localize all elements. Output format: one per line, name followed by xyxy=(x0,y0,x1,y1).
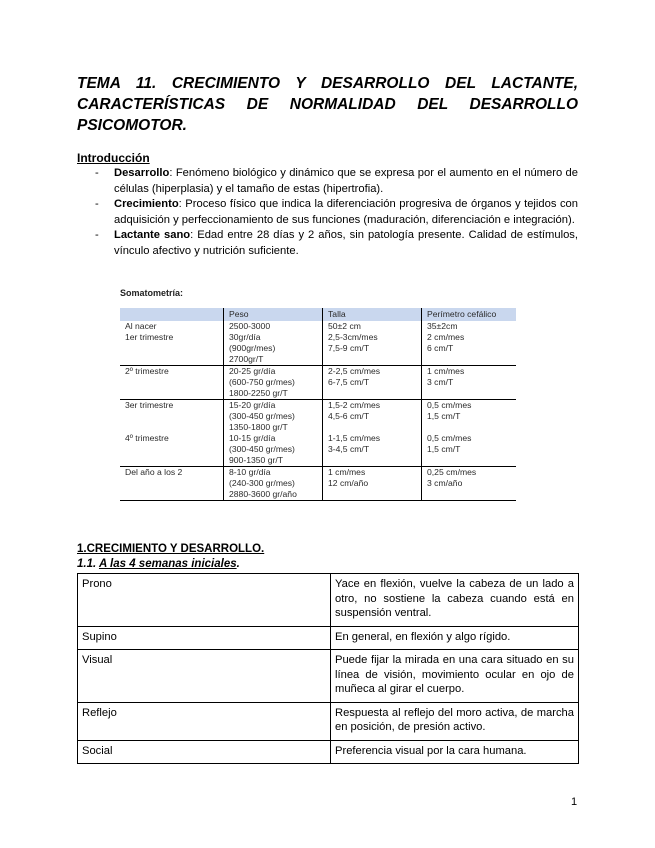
section-heading: 1.CRECIMIENTO Y DESARROLLO. xyxy=(77,543,265,555)
table-cell xyxy=(323,467,422,501)
table-cell xyxy=(224,321,323,366)
cell-line: 15-20 gr/día xyxy=(229,400,276,410)
cell-line: 2 cm/mes xyxy=(427,332,465,342)
table-cell xyxy=(224,400,323,467)
term: Desarrollo xyxy=(114,167,170,179)
cell-line: 8-10 gr/día xyxy=(229,467,271,477)
cell-line: 2700gr/T xyxy=(229,354,264,364)
subsection-number: 1.1. xyxy=(77,558,99,570)
cell-line: 1 cm/mes xyxy=(328,467,366,477)
table-cell xyxy=(422,366,517,400)
table-header-row xyxy=(120,308,516,321)
somatometria-table xyxy=(120,308,516,501)
row-value: Preferencia visual por la cara humana. xyxy=(331,740,579,764)
cell-line: 2,5-3cm/mes xyxy=(328,332,378,342)
bullet-dash: - xyxy=(95,229,99,242)
cell-line: 6-7,5 cm/T xyxy=(328,377,370,387)
intro-list xyxy=(77,166,578,260)
bullet-dash: - xyxy=(95,167,99,179)
cell-line: 20-25 gr/día xyxy=(229,366,276,376)
cell-line: 12 cm/año xyxy=(328,478,369,488)
cell-line: 1,5-2 cm/mes xyxy=(328,400,381,410)
table-cell xyxy=(120,366,224,400)
definition: : Edad entre 28 días y 2 años, sin patología presente. Calidad de estímulos, vínculo afectivo y nutrición suficiente. xyxy=(114,229,578,257)
title-line: CARACTERÍSTICAS DE NORMALIDAD DEL DESARROLLO xyxy=(77,96,578,113)
cell-line: 2880-3600 gr/año xyxy=(229,489,297,499)
column-header xyxy=(120,308,224,321)
cell-line: 1,5 cm/T xyxy=(427,444,461,454)
cell-line xyxy=(328,422,416,433)
table-cell xyxy=(422,400,517,467)
cell-line: 2-2,5 cm/mes xyxy=(328,366,381,376)
table-cell xyxy=(422,467,517,501)
cell-line: 3 cm/año xyxy=(427,478,463,488)
cell-line: Del año a los 2 xyxy=(125,467,183,477)
cell-line: 1350-1800 gr/T xyxy=(229,422,288,432)
table-cell xyxy=(323,400,422,467)
list-item xyxy=(77,228,578,259)
cell-line: 0,5 cm/mes xyxy=(427,433,472,443)
cell-line: 900-1350 gr/T xyxy=(229,455,283,465)
cell-line: 1-1,5 cm/mes xyxy=(328,433,381,443)
cell-line: 3-4,5 cm/T xyxy=(328,444,370,454)
cell-line: 0,5 cm/mes xyxy=(427,400,472,410)
cell-line: 30gr/día xyxy=(229,332,261,342)
development-table xyxy=(77,573,579,764)
cell-line: 50±2 cm xyxy=(328,321,361,331)
definition: : Proceso físico que indica la diferenciación progresiva de órganos y tejidos con adquisición y perfeccionamiento de sus funciones (maduración, diferenciación e integración). xyxy=(114,198,578,226)
cell-line: (300-450 gr/mes) xyxy=(229,444,295,454)
row-value: Yace en flexión, vuelve la cabeza de un lado a otro, no sostiene la cabeza cuando está en suspensión ventral. xyxy=(331,574,579,627)
cell-line: 1800-2250 gr/T xyxy=(229,388,288,398)
cell-line: 2º trimestre xyxy=(125,366,169,376)
cell-line: 2500-3000 xyxy=(229,321,271,331)
cell-line: (600-750 gr/mes) xyxy=(229,377,295,387)
definition: : Fenómeno biológico y dinámico que se expresa por el aumento en el número de células (hiperplasia) y el tamaño de estas (hipertrofia). xyxy=(114,167,578,195)
cell-line: 6 cm/T xyxy=(427,343,454,353)
cell-line: 4º trimestre xyxy=(125,433,169,443)
cell-line: (240-300 gr/mes) xyxy=(229,478,295,488)
table-row xyxy=(120,366,516,400)
title-line: PSICOMOTOR. xyxy=(77,117,187,134)
cell-line xyxy=(125,411,218,422)
table-cell xyxy=(120,321,224,366)
table-row xyxy=(120,321,516,366)
cell-line: 35±2cm xyxy=(427,321,458,331)
table-row xyxy=(78,702,579,740)
table-cell xyxy=(422,321,517,366)
table-cell xyxy=(224,467,323,501)
cell-line: (300-450 gr/mes) xyxy=(229,411,295,421)
intro-heading: Introducción xyxy=(77,151,150,165)
bullet-dash: - xyxy=(95,198,99,211)
cell-line: 10-15 gr/día xyxy=(229,433,276,443)
cell-line xyxy=(125,422,218,433)
row-key: Reflejo xyxy=(78,702,331,740)
table-cell xyxy=(323,321,422,366)
cell-line: (900gr/mes) xyxy=(229,343,276,353)
subsection-heading xyxy=(77,558,240,570)
table-cell xyxy=(323,366,422,400)
title-line: TEMA 11. CRECIMIENTO Y DESARROLLO DEL LACTANTE, xyxy=(77,75,578,92)
term: Crecimiento xyxy=(114,198,179,211)
cell-line: 0,25 cm/mes xyxy=(427,467,477,477)
row-key: Supino xyxy=(78,626,331,650)
subsection-end: . xyxy=(236,558,240,570)
cell-line: 1,5 cm/T xyxy=(427,411,461,421)
table-cell xyxy=(224,366,323,400)
row-value: Puede fijar la mirada en una cara situado en su línea de visión, movimiento ocular en ojo de muñeca al girar el cuerpo. xyxy=(331,650,579,703)
table-row xyxy=(78,650,579,703)
cell-line: 7,5-9 cm/T xyxy=(328,343,370,353)
table-row xyxy=(78,740,579,764)
column-header: Talla xyxy=(323,308,422,321)
cell-line: 3 cm/T xyxy=(427,377,454,387)
cell-line: Al nacer xyxy=(125,321,157,331)
list-item xyxy=(77,166,578,197)
row-value: En general, en flexión y algo rígido. xyxy=(331,626,579,650)
page-number: 1 xyxy=(571,796,578,808)
table-row xyxy=(120,467,516,501)
row-value: Respuesta al reflejo del moro activa, de marcha en posición, de presión activo. xyxy=(331,702,579,740)
term: Lactante sano xyxy=(114,229,191,242)
table-cell xyxy=(120,467,224,501)
page-title xyxy=(77,73,578,136)
cell-line: 3er trimestre xyxy=(125,400,174,410)
somatometria-heading: Somatometría: xyxy=(120,288,184,298)
somatometria-body xyxy=(120,321,516,501)
table-cell xyxy=(120,400,224,467)
column-header: Perímetro cefálico xyxy=(422,308,517,321)
table-row xyxy=(78,626,579,650)
table-row xyxy=(78,574,579,627)
row-key: Social xyxy=(78,740,331,764)
cell-line xyxy=(427,422,511,433)
cell-line: 4,5-6 cm/T xyxy=(328,411,370,421)
cell-line: 1er trimestre xyxy=(125,332,174,342)
row-key: Prono xyxy=(78,574,331,627)
table-row xyxy=(120,400,516,467)
subsection-title: A las 4 semanas iniciales xyxy=(98,558,237,570)
cell-line: 1 cm/mes xyxy=(427,366,465,376)
row-key: Visual xyxy=(78,650,331,703)
list-item xyxy=(77,197,578,228)
column-header: Peso xyxy=(224,308,323,321)
